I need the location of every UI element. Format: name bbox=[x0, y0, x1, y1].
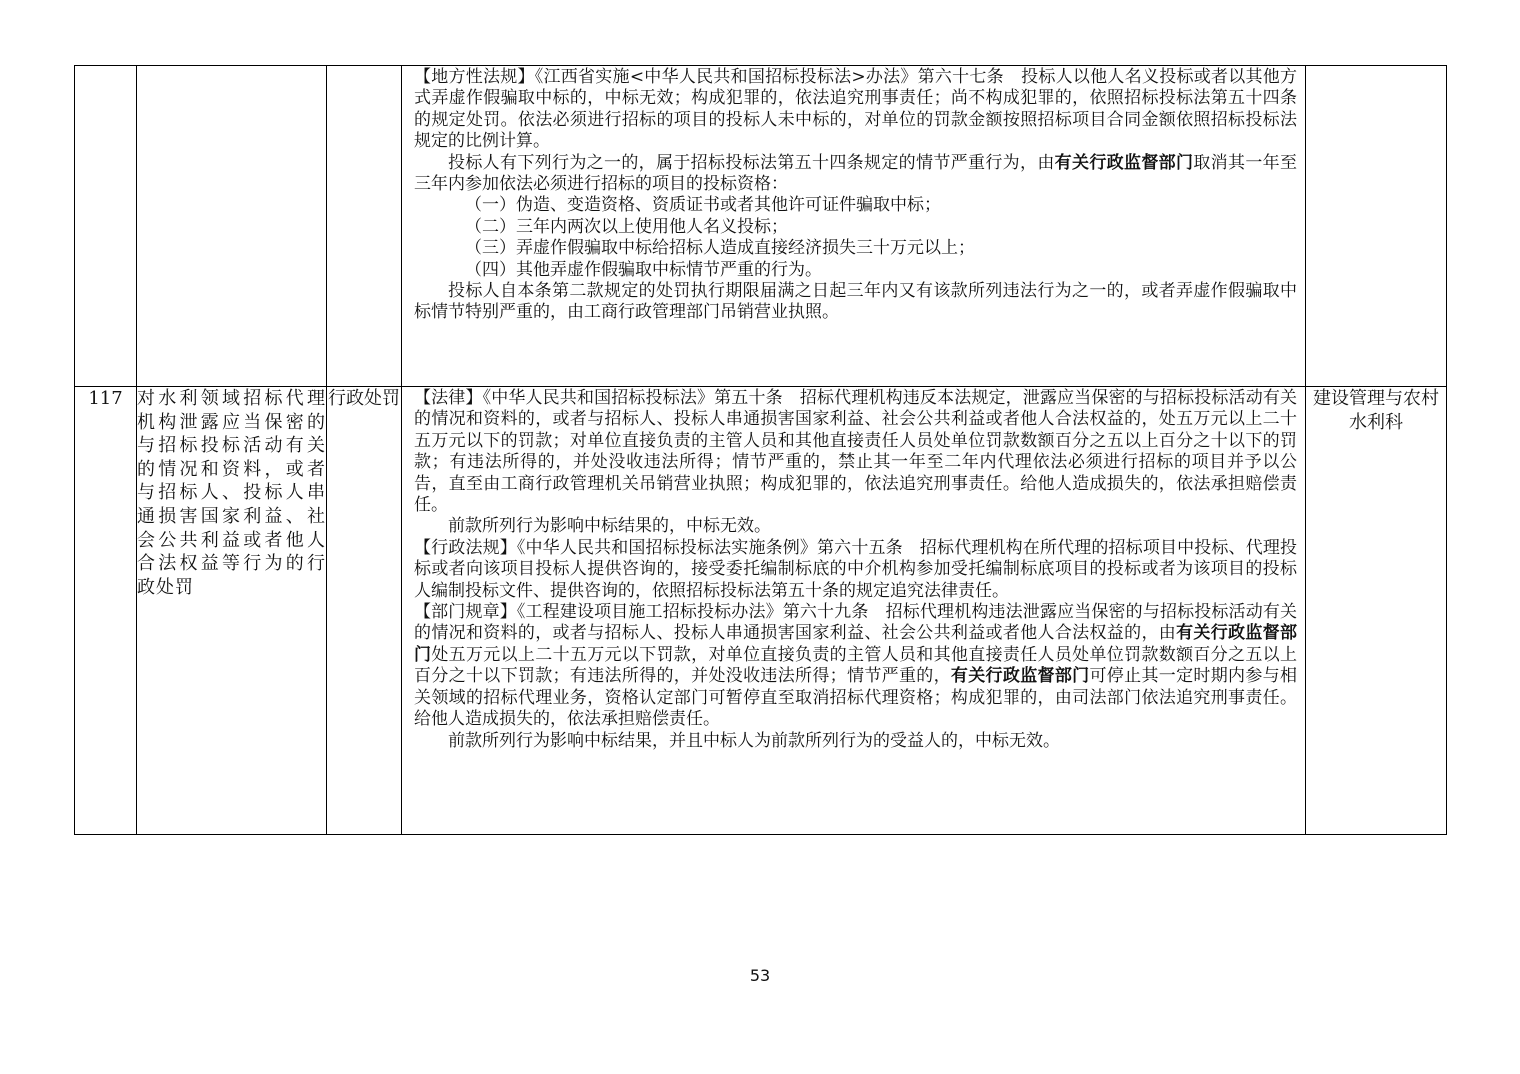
law-enforcement-table bbox=[74, 65, 1447, 835]
legal-basis-cell bbox=[402, 387, 1306, 835]
emphasis-text: 有关行政监督部门 bbox=[950, 666, 1090, 687]
department: 建设管理与农村水利科 bbox=[1306, 387, 1447, 835]
paragraph-text: （四）其他弄虚作假骗取中标情节严重的行为。 bbox=[465, 259, 822, 280]
item-name: 对水利领域招标代理机构泄露应当保密的与招标投标活动有关的情况和资料，或者与招标人、投标人串通损害国家利益、社会公共利益或者他人合法权益等行为的行政处罚 bbox=[137, 387, 327, 835]
emphasis-text: 有关行政监督部门 bbox=[1054, 152, 1194, 173]
category: 行政处罚 bbox=[327, 387, 402, 835]
paragraph-text: 【法律】《中华人民共和国招标投标法》第五十条 招标代理机构违反本法规定，泄露应当保密的与招标投标活动有关的情况和资料的，或者与招标人、投标人串通损害国家利益、社会公共利益或者他人合法权益的，处五万元以上二十五万元以下的罚款；对单位直接负责的主管人员和其他直接责任人员处单位罚款数额百分之五以上百分之十以下的罚款；有违法所得的，并处没收违法所得；情节严重的，禁止其一年至二年内代理依法必须进行招标的项目并予以公告，直至由工商行政管理机关吊销营业执照；构成犯罪的，依法追究刑事责任。给他人造成损失的，依法承担赔偿责任。 bbox=[414, 388, 1297, 516]
paragraph-text: 取消其一年至三年内参加依法必须进行招标的项目的投标资格： bbox=[414, 152, 1298, 195]
legal-paragraph bbox=[414, 217, 1297, 238]
paragraph-text: 投标人有下列行为之一的，属于招标投标法第五十四条规定的情节严重行为，由 bbox=[448, 152, 1055, 173]
paragraph-text: 投标人自本条第二款规定的处罚执行期限届满之日起三年内又有该款所列违法行为之一的，或者弄虚作假骗取中标情节特别严重的，由工商行政管理部门吊销营业执照。 bbox=[414, 281, 1297, 323]
legal-basis-text bbox=[402, 387, 1305, 754]
legal-paragraph bbox=[414, 731, 1297, 752]
paragraph-text: 【部门规章】《工程建设项目施工招标投标办法》第六十九条 招标代理机构违法泄露应当保密的与招标投标活动有关的情况和资料的，或者与招标人、投标人串通损害国家利益、社会公共利益或者他人合法权益的，由 bbox=[414, 602, 1297, 644]
table-row bbox=[75, 66, 1447, 387]
item-name-cell bbox=[137, 66, 327, 387]
paragraph-text: 【地方性法规】《江西省实施<中华人民共和国招标投标法>办法》第六十七条 投标人以他人名义投标或者以其他方式弄虚作假骗取中标的，中标无效；构成犯罪的，依法追究刑事责任；尚不构成犯罪的，依照招标投标法第五十四条的规定处罚。依法必须进行招标的项目的投标人未中标的，对单位的罚款金额按照招标项目合同金额依照招标投标法规定的比例计算。 bbox=[414, 67, 1297, 152]
legal-basis-cell bbox=[402, 66, 1306, 387]
department-cell bbox=[1306, 66, 1447, 387]
table-row bbox=[75, 387, 1447, 835]
paragraph-text: 可停止其一定时期内参与相关领域的招标代理业务，资格认定部门可暂停直至取消招标代理资格；构成犯罪的，由司法部门依法追究刑事责任。给他人造成损失的，依法承担赔偿责任。 bbox=[414, 666, 1298, 730]
legal-basis-text bbox=[402, 66, 1305, 326]
legal-paragraph bbox=[414, 260, 1297, 281]
legal-paragraph bbox=[414, 238, 1297, 259]
row-number: 117 bbox=[75, 387, 137, 835]
legal-paragraph bbox=[414, 195, 1297, 216]
emphasis-text: 有关行政监督部门 bbox=[414, 623, 1297, 665]
paragraph-text: （二）三年内两次以上使用他人名义投标； bbox=[465, 216, 788, 237]
paragraph-text: （一）伪造、变造资格、资质证书或者其他许可证件骗取中标； bbox=[465, 195, 941, 216]
paragraph-text: 前款所列行为影响中标结果，并且中标人为前款所列行为的受益人的，中标无效。 bbox=[448, 730, 1060, 751]
legal-paragraph bbox=[414, 388, 1297, 516]
legal-paragraph bbox=[414, 153, 1297, 196]
legal-paragraph bbox=[414, 281, 1297, 324]
paragraph-text: 前款所列行为影响中标结果的，中标无效。 bbox=[448, 516, 771, 537]
paragraph-text: 【行政法规】《中华人民共和国招标投标法实施条例》第六十五条 招标代理机构在所代理的招标项目中投标、代理投标或者向该项目投标人提供咨询的，接受委托编制标底的中介机构参加受托编制标底项目的投标或者为该项目的投标人编制投标文件、提供咨询的，依照招标投标法第五十条的规定追究法律责任。 bbox=[414, 537, 1297, 601]
category-cell bbox=[327, 66, 402, 387]
page-number: 53 bbox=[749, 966, 771, 985]
legal-paragraph bbox=[414, 516, 1297, 537]
legal-paragraph bbox=[414, 67, 1297, 153]
legal-paragraph bbox=[414, 538, 1297, 602]
number-cell bbox=[75, 66, 137, 387]
legal-paragraph bbox=[414, 602, 1297, 730]
paragraph-text: 处五万元以上二十五万元以下罚款，对单位直接负责的主管人员和其他直接责任人员处单位罚款数额百分之五以上百分之十以下罚款；有违法所得的，并处没收违法所得；情节严重的， bbox=[414, 644, 1298, 687]
paragraph-text: （三）弄虚作假骗取中标给招标人造成直接经济损失三十万元以上； bbox=[465, 238, 975, 259]
